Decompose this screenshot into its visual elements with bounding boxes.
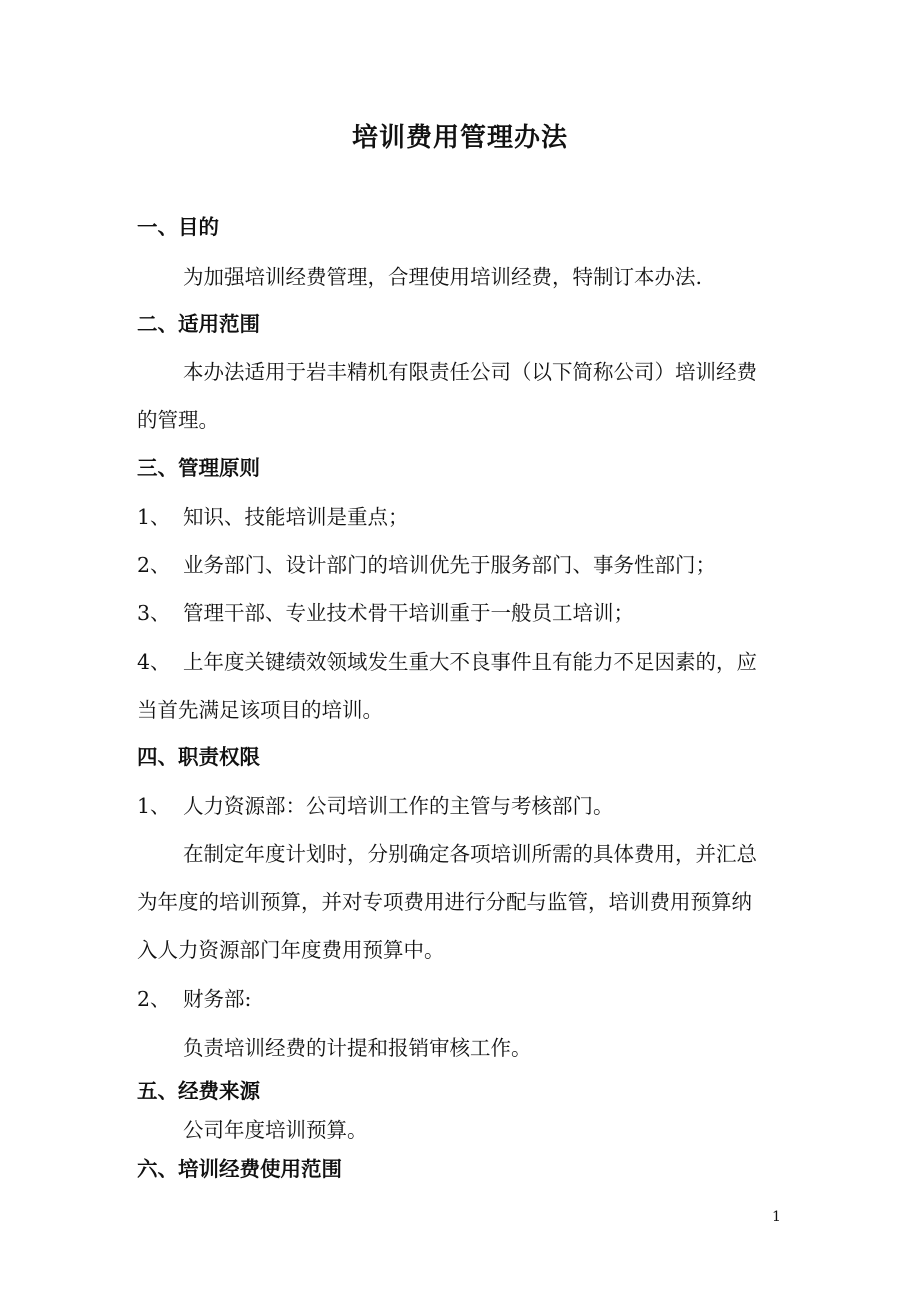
page-number: 1 — [772, 1209, 781, 1225]
list-item-number: 2、 — [137, 553, 171, 577]
paragraph-line: 为加强培训经费管理，合理使用培训经费，特制订本办法. — [183, 265, 703, 289]
list-item-text: 人力资源部：公司培训工作的主管与考核部门。 — [183, 794, 614, 818]
list-item-text: 管理干部、专业技术骨干培训重于一般员工培训； — [183, 601, 634, 625]
list-item — [137, 598, 634, 628]
list-item-number: 1、 — [137, 505, 171, 529]
list-item-number: 1、 — [137, 794, 171, 818]
list-item-text: 上年度关键绩效领域发生重大不良事件且有能力不足因素的，应 — [183, 650, 757, 674]
section-heading-scope: 二、适用范围 — [137, 312, 260, 336]
paragraph-line: 在制定年度计划时，分别确定各项培训所需的具体费用，并汇总 — [183, 842, 757, 866]
paragraph-line: 的管理。 — [137, 408, 219, 432]
list-item-text: 知识、技能培训是重点； — [183, 505, 409, 529]
list-item — [137, 647, 757, 677]
section-heading-responsibilities: 四、职责权限 — [137, 745, 260, 769]
section-heading-funding-source: 五、经费来源 — [137, 1079, 260, 1103]
paragraph-line: 入人力资源部门年度费用预算中。 — [137, 938, 445, 962]
document-title: 培训费用管理办法 — [351, 123, 568, 153]
paragraph-line: 当首先满足该项目的培训。 — [137, 698, 383, 722]
section-heading-usage-scope: 六、培训经费使用范围 — [137, 1157, 342, 1181]
list-item-number: 4、 — [137, 650, 171, 674]
paragraph-line: 公司年度培训预算。 — [183, 1118, 368, 1142]
list-item-number: 3、 — [137, 601, 171, 625]
paragraph-line: 本办法适用于岩丰精机有限责任公司（以下简称公司）培训经费 — [183, 360, 757, 384]
section-heading-purpose: 一、目的 — [137, 215, 219, 239]
section-heading-principles: 三、管理原则 — [137, 456, 260, 480]
list-item — [137, 502, 409, 532]
list-item-number: 2、 — [137, 987, 171, 1011]
list-item-text: 财务部: — [183, 987, 252, 1011]
list-item — [137, 984, 251, 1014]
paragraph-line: 负责培训经费的计提和报销审核工作。 — [183, 1036, 532, 1060]
list-item — [137, 550, 716, 580]
paragraph-line: 为年度的培训预算，并对专项费用进行分配与监管，培训费用预算纳 — [137, 890, 752, 914]
list-item — [137, 791, 614, 821]
list-item-text: 业务部门、设计部门的培训优先于服务部门、事务性部门； — [183, 553, 716, 577]
